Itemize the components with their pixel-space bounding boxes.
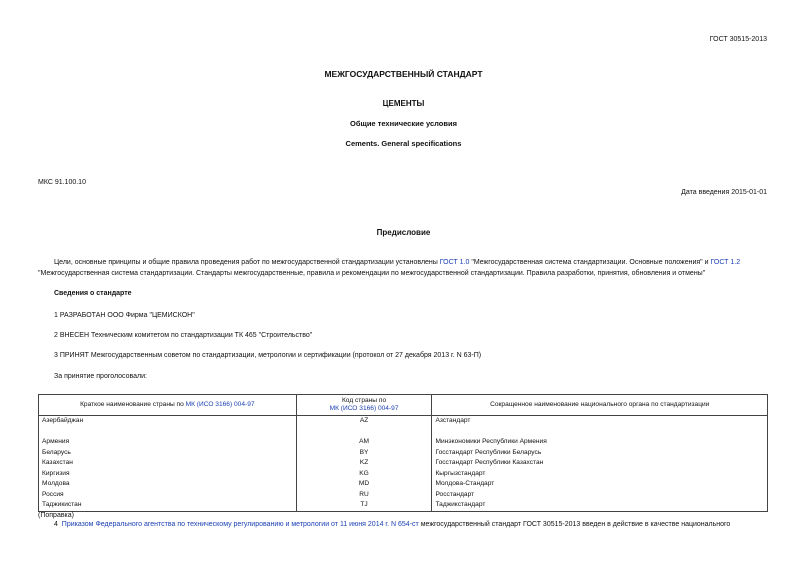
cell-country: Россия	[39, 490, 297, 501]
paragraph-text: Цели, основные принципы и общие правила проведения работ по межгосударственной стандартизации установлены	[54, 259, 440, 266]
cell-country: Таджикистан	[39, 500, 297, 511]
voting-countries-table	[38, 394, 768, 512]
foreword-heading: Предисловие	[376, 228, 431, 237]
table-row	[39, 490, 768, 501]
standard-type-title: МЕЖГОСУДАРСТВЕННЫЙ СТАНДАРТ	[324, 69, 483, 79]
cell-code: MD	[296, 479, 432, 490]
cell-country	[39, 427, 297, 438]
cell-country: Молдова	[39, 479, 297, 490]
table-header-row	[39, 395, 768, 416]
cell-country: Беларусь	[39, 448, 297, 459]
cell-country: Армения	[39, 437, 297, 448]
document-code: ГОСТ 30515-2013	[709, 36, 767, 43]
paragraph-text: межгосударственный стандарт ГОСТ 30515-2013 введен в действие в качестве национального	[418, 521, 731, 528]
foreword-paragraph	[38, 257, 768, 279]
cell-code: AZ	[296, 416, 432, 427]
cell-code: TJ	[296, 500, 432, 511]
cell-code: KZ	[296, 458, 432, 469]
voted-label: За принятие проголосовали:	[54, 373, 147, 380]
cell-code: RU	[296, 490, 432, 501]
cell-country: Киргизия	[39, 469, 297, 480]
paragraph-text: "Межгосударственная система стандартизации. Основные положения" и	[469, 259, 711, 266]
cell-standards-body: Госстандарт Республики Казахстан	[432, 458, 768, 469]
header-standards-body: Сокращенное наименование национального органа по стандартизации	[432, 395, 768, 416]
cell-standards-body: Таджикстандарт	[432, 500, 768, 511]
header-country-code: Код страны по МК (ИСО 3166) 004-97	[296, 395, 432, 416]
subtitle-english: Cements. General specifications	[345, 139, 462, 148]
cell-standards-body: Росстандарт	[432, 490, 768, 501]
subtitle-russian: Общие технические условия	[350, 119, 457, 128]
introduction-date: Дата введения 2015-01-01	[681, 189, 767, 196]
cell-standards-body: Кыргызстандарт	[432, 469, 768, 480]
paragraph-text: "Межгосударственная система стандартизации. Стандарты межгосударственные, правила и рекомендации по межгосударственной стандартизации. Правила разработки, принятия, обновления и отмены"	[38, 270, 706, 277]
cell-standards-body: Госстандарт Республики Беларусь	[432, 448, 768, 459]
item-adopted-by: 3 ПРИНЯТ Межгосударственным советом по стандартизации, метрологии и сертификации (протокол от 27 декабря 2013 г. N 63-П)	[54, 352, 482, 359]
cell-standards-body: Азстандарт	[432, 416, 768, 427]
mk-iso-link[interactable]: МК (ИСО 3166) 004-97	[329, 405, 399, 412]
standard-info-heading: Сведения о стандарте	[54, 290, 132, 297]
item-developed-by: 1 РАЗРАБОТАН ООО Фирма "ЦЕМИСКОН"	[54, 312, 195, 319]
cell-standards-body: Молдова-Стандарт	[432, 479, 768, 490]
cell-country: Казахстан	[39, 458, 297, 469]
rosstandart-order-link[interactable]: Приказом Федерального агентства по техническому регулированию и метрологии от 11 июня 2014 г. N 654-ст	[61, 521, 419, 528]
table-row	[39, 416, 768, 427]
table-row	[39, 437, 768, 448]
gost-1-0-link[interactable]: ГОСТ 1.0	[439, 259, 470, 266]
table-row	[39, 500, 768, 511]
cell-code: KG	[296, 469, 432, 480]
item-number: 4	[54, 521, 58, 528]
header-country-name: Краткое наименование страны по МК (ИСО 3166) 004-97	[39, 395, 297, 416]
table-row	[39, 458, 768, 469]
cell-code: AM	[296, 437, 432, 448]
cell-code: BY	[296, 448, 432, 459]
table-row	[39, 479, 768, 490]
document-subject: ЦЕМЕНТЫ	[382, 99, 425, 108]
item-enacted	[54, 521, 730, 528]
mk-iso-link[interactable]: МК (ИСО 3166) 004-97	[185, 401, 255, 408]
cell-country: Азербайджан	[39, 416, 297, 427]
table-row	[39, 427, 768, 438]
item-submitted-by: 2 ВНЕСЕН Техническим комитетом по стандартизации ТК 465 "Строительство"	[54, 332, 313, 339]
cell-standards-body: Минэкономики Республики Армения	[432, 437, 768, 448]
mks-code: МКС 91.100.10	[38, 179, 86, 186]
amendment-note: (Поправка)	[38, 512, 74, 519]
table-row	[39, 469, 768, 480]
gost-1-2-link[interactable]: ГОСТ 1.2	[710, 259, 741, 266]
table-row	[39, 448, 768, 459]
cell-standards-body	[432, 427, 768, 438]
cell-code	[296, 427, 432, 438]
